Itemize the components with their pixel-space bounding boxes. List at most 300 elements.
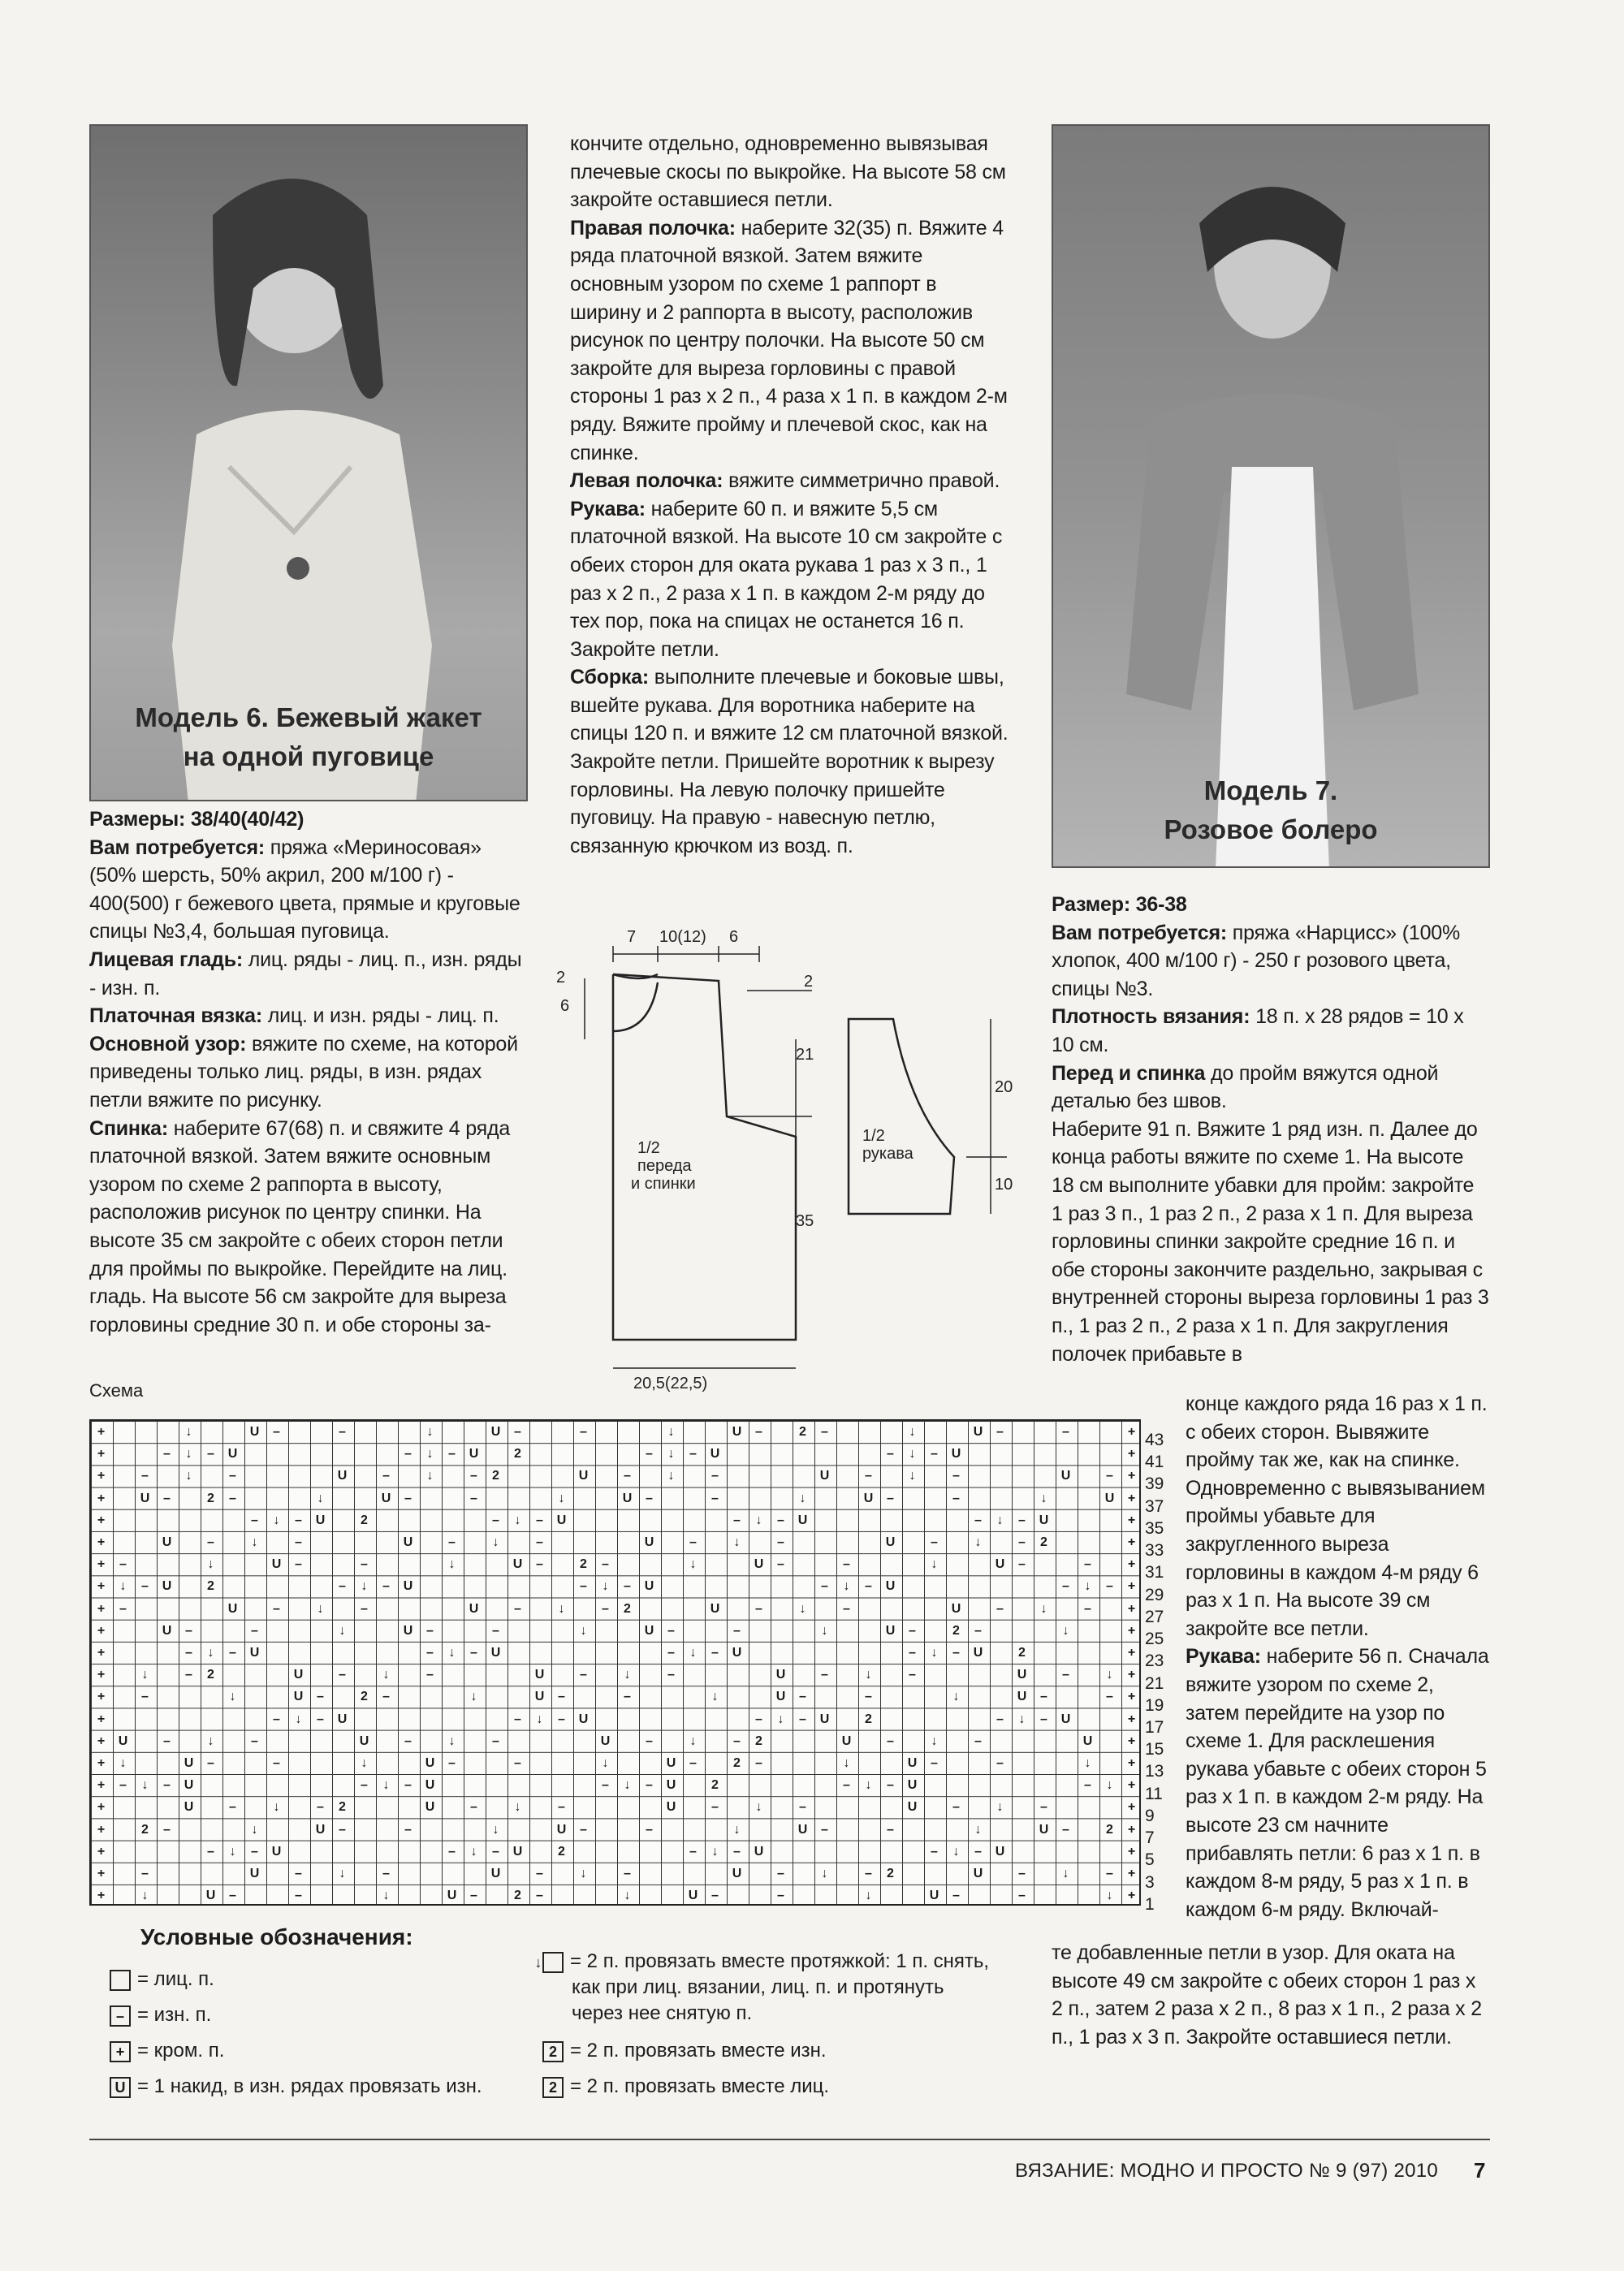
- stitch-cell: –: [514, 1756, 521, 1770]
- stitch-cell: ↓: [952, 1844, 960, 1859]
- stitch-cell: –: [1084, 1601, 1091, 1616]
- stitch-cell: ↓: [361, 1756, 368, 1770]
- front-back-para: Перед и спинка до пройм вяжутся одной деталью без швов.: [1052, 1061, 1439, 1113]
- purl-symbol: –: [110, 2005, 131, 2027]
- stitch-cell: ↓: [448, 1733, 456, 1748]
- stitch-cell: –: [514, 1712, 521, 1726]
- stitch-cell: +: [97, 1601, 106, 1616]
- stitch-cell: ↓: [207, 1646, 214, 1660]
- stitch-cell: –: [667, 1646, 675, 1660]
- stitch-cell: –: [821, 1579, 828, 1594]
- stitch-cell: –: [952, 1889, 960, 1903]
- stitch-cell: –: [404, 1733, 412, 1748]
- stitch-cell: U: [490, 1646, 501, 1660]
- stitch-cell: –: [821, 1822, 828, 1837]
- k2tog-symbol: 2: [542, 2077, 564, 2098]
- stitch-cell: –: [536, 1889, 543, 1903]
- stitch-cell: U: [469, 1447, 479, 1461]
- stitch-cell: –: [492, 1733, 499, 1748]
- stitch-cell: –: [251, 1623, 258, 1638]
- stitch-cell: –: [141, 1579, 149, 1594]
- stitch-cell: –: [163, 1733, 171, 1748]
- stitch-cell: U: [754, 1844, 764, 1859]
- stitch-cell: –: [470, 1646, 477, 1660]
- stitch-cell: ↓: [295, 1712, 302, 1726]
- stitch-cell: ↓: [931, 1646, 938, 1660]
- stitch-cell: –: [1018, 1867, 1026, 1880]
- row-number: 9: [1145, 1806, 1155, 1825]
- stitch-cell: U: [885, 1579, 896, 1594]
- stitch-cell: +: [1127, 1557, 1136, 1572]
- stitch-cell: –: [492, 1844, 499, 1859]
- stitch-cell: ↓: [273, 1513, 280, 1527]
- stitch-cell: ↓: [470, 1844, 477, 1859]
- stitch-cell: –: [470, 1889, 477, 1903]
- stitch-cell: ↓: [931, 1733, 938, 1748]
- stitch-cell: –: [602, 1557, 609, 1572]
- stitch-cell: U: [293, 1690, 304, 1704]
- stitch-cell: +: [97, 1690, 106, 1704]
- stitch-cell: –: [514, 1601, 521, 1616]
- stitch-cell: –: [404, 1778, 412, 1793]
- part-label-1: 1/2: [637, 1139, 660, 1157]
- stitch-cell: U: [337, 1712, 348, 1726]
- right-label-21: 21: [796, 1046, 814, 1064]
- row-number: 41: [1145, 1453, 1164, 1472]
- stitch-cell: +: [1127, 1469, 1136, 1483]
- main-pattern-para: Основной узор: вяжите по схеме, на которой приведены только лиц. ряды, в изн. рядах петли вяжите по рисунку.: [89, 1032, 518, 1112]
- stitch-cell: –: [514, 1425, 521, 1439]
- stitch-cell: –: [119, 1557, 127, 1572]
- stitch-cell: –: [931, 1756, 938, 1770]
- stitch-cell: U: [118, 1733, 128, 1748]
- stitch-cell: ↓: [931, 1557, 938, 1572]
- stitch-cell: U: [556, 1822, 567, 1837]
- stitch-cell: ↓: [952, 1690, 960, 1704]
- stitch-cell: ↓: [733, 1822, 741, 1837]
- stitch-cell: 2: [207, 1491, 214, 1505]
- stitch-cell: U: [775, 1690, 786, 1704]
- stitch-cell: 2: [339, 1800, 346, 1815]
- rounding-para: конце каждого ряда 16 раз х 1 п. с обеих сторон. Вывяжите пройму так же, как на спинке. Одновременно с вывязыванием проймы убавьте для закругленного выреза горловины в каждом 4-м ряду 6 раз х 1 п. На высоте 39 см закройте все петли.: [1186, 1392, 1488, 1640]
- stitch-cell: U: [732, 1425, 742, 1439]
- stitch-cell: –: [448, 1535, 456, 1549]
- stitch-cell: U: [995, 1557, 1005, 1572]
- stitch-cell: U: [140, 1491, 150, 1505]
- stitch-cell: ↓: [185, 1425, 192, 1439]
- stitch-cell: +: [1127, 1800, 1136, 1815]
- stitch-cell: –: [799, 1800, 806, 1815]
- stitch-cell: –: [1106, 1469, 1113, 1483]
- stitch-cell: U: [469, 1601, 479, 1616]
- row-number: 35: [1145, 1518, 1164, 1538]
- model7-right-text: [1052, 891, 1490, 1368]
- stitch-cell: –: [426, 1623, 434, 1638]
- stitch-cell: 2: [952, 1623, 960, 1638]
- continue-para: кончите отдельно, одновременно вывязывая плечевые скосы по выкройке. На высоте 58 см закройте оставшиеся петли.: [570, 132, 1006, 212]
- stitch-cell: U: [929, 1889, 939, 1903]
- stitch-cell: 2: [492, 1469, 499, 1483]
- stitch-cell: +: [97, 1447, 106, 1461]
- stitch-cell: –: [558, 1800, 565, 1815]
- stitch-cell: –: [207, 1447, 214, 1461]
- stitch-cell: U: [425, 1756, 435, 1770]
- stitch-cell: –: [580, 1425, 587, 1439]
- stitch-cell: ↓: [317, 1491, 324, 1505]
- stitch-cell: –: [141, 1690, 149, 1704]
- row-number: 15: [1145, 1740, 1164, 1759]
- model6-middle-text: [570, 130, 1011, 860]
- sleeves-para: Рукава: наберите 60 п. и вяжите 5,5 см платочной вязкой. На высоте 10 см закройте с обеих сторон для оката рукава 1 раз х 3 п., 1 раз х 2 п., 2 раза х 1 п. в каждом 2-м ряду до тех пор, пока на спицах не останется 16 п. Закройте петли.: [570, 497, 1003, 661]
- stitch-cell: –: [974, 1513, 982, 1527]
- stitch-cell: U: [447, 1889, 457, 1903]
- page-number: 7: [1474, 2158, 1486, 2182]
- stitch-cell: –: [361, 1557, 368, 1572]
- stitch-cell: –: [667, 1623, 675, 1638]
- legend-edge: + = кром. п.: [110, 2038, 224, 2064]
- stitch-cell: –: [887, 1822, 894, 1837]
- ssk-symbol: ↓: [542, 1952, 564, 1973]
- stitch-cell: –: [492, 1513, 499, 1527]
- stitch-cell: 2: [799, 1425, 806, 1439]
- stitch-cell: ↓: [448, 1557, 456, 1572]
- stitch-cell: +: [97, 1889, 106, 1903]
- stitch-cell: –: [229, 1646, 236, 1660]
- stitch-cell: 2: [207, 1668, 214, 1682]
- stitch-cell: ↓: [207, 1557, 214, 1572]
- stitch-cell: ↓: [251, 1822, 258, 1837]
- stitch-cell: –: [952, 1646, 960, 1660]
- stitch-cell: ↓: [667, 1447, 675, 1461]
- stitch-cell: ↓: [1106, 1778, 1113, 1793]
- stitch-cell: U: [644, 1623, 654, 1638]
- stitch-cell: U: [644, 1579, 654, 1594]
- stitch-cell: –: [207, 1535, 214, 1549]
- stitch-cell: –: [865, 1579, 872, 1594]
- stitch-cell: ↓: [799, 1601, 806, 1616]
- stitch-cell: +: [97, 1535, 106, 1549]
- stitch-cell: –: [711, 1646, 719, 1660]
- stitch-cell: –: [689, 1756, 697, 1770]
- stitch-cell: 2: [558, 1844, 565, 1859]
- stitch-cell: –: [119, 1601, 127, 1616]
- assembly-para: Сборка: выполните плечевые и боковые швы, вшейте рукава. Для воротника наберите на спицы 120 п. и вяжите 12 см платочной вязкой. Закройте петли. Пришейте воротник к вырезу горловины. На левую полочку пришейте пуговицу. На правую - навесную петлю, связанную крючком из возд. п.: [570, 666, 1009, 857]
- stitch-cell: +: [97, 1579, 106, 1594]
- stitch-cell: +: [97, 1469, 106, 1483]
- stitch-cell: –: [229, 1469, 236, 1483]
- stitch-cell: U: [819, 1469, 830, 1483]
- stitch-cell: U: [490, 1425, 501, 1439]
- model6-caption: [89, 698, 528, 776]
- stitch-cell: –: [733, 1733, 741, 1748]
- stitch-cell: 2: [624, 1601, 631, 1616]
- part-label-3: и спинки: [631, 1175, 696, 1193]
- stitch-cell: ↓: [821, 1867, 828, 1880]
- stitch-cell: +: [1127, 1579, 1136, 1594]
- stitch-cell: U: [205, 1889, 216, 1903]
- stitch-cell: –: [251, 1513, 258, 1527]
- stitch-cell: U: [797, 1513, 808, 1527]
- stitch-cell: U: [578, 1469, 589, 1483]
- stitch-cell: U: [249, 1425, 260, 1439]
- stitch-cell: –: [974, 1733, 982, 1748]
- legend-ssk: ↓ = 2 п. провязать вместе протяжкой: 1 п. снять, как при лиц. вязании, лиц. п. и протянуть через нее снятую п.: [534, 1950, 990, 2024]
- stitch-cell: U: [775, 1668, 786, 1682]
- stitch-cell: –: [251, 1733, 258, 1748]
- stitch-cell: ↓: [382, 1668, 390, 1682]
- stitch-cell: –: [273, 1425, 280, 1439]
- row-number: 19: [1145, 1695, 1164, 1715]
- row-number: 23: [1145, 1651, 1164, 1671]
- stitch-cell: ↓: [470, 1690, 477, 1704]
- edge-stitch-symbol: +: [110, 2041, 131, 2062]
- stitch-cell: 2: [711, 1778, 719, 1793]
- stitch-cell: U: [162, 1535, 172, 1549]
- stitch-cell: ↓: [624, 1668, 631, 1682]
- stitch-cell: +: [1127, 1623, 1136, 1638]
- model7-photo: [1052, 124, 1490, 868]
- stitch-cell: –: [229, 1491, 236, 1505]
- stitch-cell: –: [382, 1469, 390, 1483]
- stitch-cell: –: [1040, 1800, 1047, 1815]
- stitch-cell: –: [361, 1778, 368, 1793]
- stitch-cell: ↓: [996, 1800, 1004, 1815]
- stitch-cell: –: [1106, 1690, 1113, 1704]
- materials-para: Вам потребуется: пряжа «Мериносовая» (50% шерсть, 50% акрил, 200 м/100 г) - 400(500) г бежевого цвета, прямые и круговые спицы №3,4, большая пуговица.: [89, 835, 520, 943]
- model6-left-text: [89, 805, 528, 1339]
- stitch-cell: U: [973, 1646, 983, 1660]
- materials7-para: Вам потребуется: пряжа «Нарцисс» (100% хлопок, 400 м/100 г) - 250 г розового цвета, спицы №3.: [1052, 921, 1461, 1000]
- stitch-cell: U: [490, 1867, 501, 1880]
- part-label-2: переда: [637, 1157, 692, 1175]
- stitch-cell: –: [974, 1844, 982, 1859]
- stitch-cell: +: [1127, 1712, 1136, 1726]
- stitch-cell: +: [1127, 1668, 1136, 1682]
- stitch-cell: –: [382, 1579, 390, 1594]
- stitch-cell: U: [732, 1867, 742, 1880]
- row-number: 39: [1145, 1474, 1164, 1494]
- stitch-cell: +: [1127, 1425, 1136, 1439]
- stitch-cell: ↓: [974, 1535, 982, 1549]
- stitch-cell: –: [141, 1469, 149, 1483]
- width-label-7: 7: [627, 928, 637, 946]
- stitch-cell: +: [97, 1425, 106, 1439]
- model6-caption-line2: на одной пуговице: [183, 741, 434, 771]
- yarn-over-symbol: U: [110, 2077, 131, 2098]
- stitch-cell: –: [185, 1668, 192, 1682]
- stitch-cell: U: [337, 1469, 348, 1483]
- stitch-cell: U: [907, 1778, 918, 1793]
- stitch-cell: U: [1039, 1513, 1049, 1527]
- legend-title: Условные обозначения:: [140, 1924, 413, 1949]
- stitch-cell: –: [821, 1668, 828, 1682]
- stitch-cell: U: [1104, 1491, 1115, 1505]
- stitch-cell: U: [403, 1535, 413, 1549]
- stitch-cell: –: [909, 1623, 916, 1638]
- stitch-cell: –: [470, 1800, 477, 1815]
- stitch-cell: ↓: [426, 1425, 434, 1439]
- stitch-cell: U: [293, 1668, 304, 1682]
- row-number: 7: [1145, 1828, 1155, 1848]
- stitch-cell: –: [339, 1668, 346, 1682]
- stitch-cell: 2: [733, 1756, 741, 1770]
- stitch-cell: U: [1082, 1733, 1093, 1748]
- stitch-cell: ↓: [799, 1491, 806, 1505]
- stitch-cell: U: [359, 1733, 369, 1748]
- body-schematic: [552, 909, 828, 1397]
- stitch-cell: –: [931, 1535, 938, 1549]
- stitch-cell: ↓: [1040, 1491, 1047, 1505]
- stitch-cell: ↓: [909, 1469, 916, 1483]
- stitch-cell: U: [534, 1690, 545, 1704]
- stitch-cell: ↓: [667, 1425, 675, 1439]
- stitch-cell: 2: [1040, 1535, 1047, 1549]
- stitch-cell: –: [1018, 1557, 1026, 1572]
- stitch-cell: ↓: [558, 1601, 565, 1616]
- stitch-cell: +: [97, 1756, 106, 1770]
- stitch-cell: –: [580, 1822, 587, 1837]
- stitch-cell: –: [909, 1646, 916, 1660]
- stitch-cell: U: [315, 1513, 326, 1527]
- row-number: 3: [1145, 1872, 1155, 1892]
- stitch-cell: +: [1127, 1844, 1136, 1859]
- stitch-cell: –: [711, 1469, 719, 1483]
- stitch-cell: U: [1017, 1668, 1027, 1682]
- stitch-cell: –: [843, 1557, 850, 1572]
- model6-caption-line1: Модель 6. Бежевый жакет: [135, 702, 482, 732]
- stitch-cell: ↓: [382, 1778, 390, 1793]
- stitch-cell: ↓: [1040, 1601, 1047, 1616]
- stitch-cell: –: [689, 1535, 697, 1549]
- stitch-cell: U: [995, 1844, 1005, 1859]
- stitch-cell: 2: [141, 1822, 149, 1837]
- stitch-cell: ↓: [426, 1447, 434, 1461]
- stitch-cell: ↓: [1106, 1889, 1113, 1903]
- stitch-cell: –: [163, 1778, 171, 1793]
- legend-p2tog: 2 = 2 п. провязать вместе изн.: [542, 2038, 827, 2064]
- stitch-cell: +: [1127, 1447, 1136, 1461]
- stitch-cell: U: [732, 1646, 742, 1660]
- model7-caption-line2: Розовое болеро: [1164, 814, 1378, 844]
- stitch-cell: ↓: [185, 1447, 192, 1461]
- stitch-cell: –: [141, 1867, 149, 1880]
- stitch-cell: +: [1127, 1513, 1136, 1527]
- stitch-cell: ↓: [185, 1469, 192, 1483]
- stitch-cell: –: [1106, 1867, 1113, 1880]
- row-number: 31: [1145, 1563, 1164, 1582]
- stitch-cell: –: [887, 1491, 894, 1505]
- sleeve7-para: Рукава: наберите 56 п. Сначала вяжите узором по схеме 2, затем перейдите на узор по схеме 1. Для расклешения рукава убавьте с обеих сторон 5 раз х 1 п. в каждом 2-м ряду. На высоте 23 см начните прибавлять петли: 6 раз х 1 п. в каждом 8-м ряду, 5 раз х 1 п. в каждом 6-м ряду. Включай-: [1186, 1645, 1489, 1921]
- stitch-cell: U: [907, 1800, 918, 1815]
- stitch-cell: –: [317, 1712, 324, 1726]
- stitch-cell: –: [755, 1712, 762, 1726]
- stitch-cell: –: [119, 1778, 127, 1793]
- stitch-cell: –: [382, 1690, 390, 1704]
- stitch-cell: –: [689, 1844, 697, 1859]
- stitch-cell: –: [448, 1844, 456, 1859]
- stitch-cell: ↓: [602, 1756, 609, 1770]
- stitch-cell: –: [1040, 1712, 1047, 1726]
- stitch-cell: U: [797, 1822, 808, 1837]
- stitch-cell: U: [403, 1579, 413, 1594]
- stitch-cell: 2: [580, 1557, 587, 1572]
- stitch-cell: ↓: [1084, 1756, 1091, 1770]
- stitch-cell: ↓: [689, 1733, 697, 1748]
- stitch-cell: U: [249, 1646, 260, 1660]
- stitch-cell: –: [536, 1867, 543, 1880]
- stitch-cell: ↓: [580, 1867, 587, 1880]
- stitch-cell: U: [885, 1623, 896, 1638]
- stitch-cell: ↓: [339, 1623, 346, 1638]
- stitch-cell: +: [97, 1822, 106, 1837]
- stitch-cell: ↓: [448, 1646, 456, 1660]
- stitch-cell: –: [404, 1822, 412, 1837]
- stitch-cell: 2: [361, 1513, 368, 1527]
- stitch-cell: –: [229, 1889, 236, 1903]
- stitch-cell: ↓: [711, 1690, 719, 1704]
- stitch-cell: ↓: [273, 1800, 280, 1815]
- stitch-cell: +: [97, 1712, 106, 1726]
- stitch-cell: ↓: [909, 1425, 916, 1439]
- stitch-cell: –: [185, 1623, 192, 1638]
- stitch-cell: –: [887, 1447, 894, 1461]
- stitch-cell: ↓: [909, 1447, 916, 1461]
- stitch-cell: –: [996, 1712, 1004, 1726]
- right-front-para: Правая полочка: наберите 32(35) п. Вяжите 4 ряда платочной вязкой. Затем вяжите основным узором по схеме 1 раппорт в ширину и 2 раппорта в высоту, расположив рисунок по центру полочки. На высоте 50 см закройте для выреза горловины с правой стороны 1 раз х 2 п., 4 раза х 1 п. в каждом 2-м ряду. Вяжите пройму и плечевой скос, как на спинке.: [570, 216, 1008, 464]
- stitch-cell: –: [887, 1733, 894, 1748]
- stitch-cell: –: [273, 1756, 280, 1770]
- sleeve-part-2: рукава: [862, 1145, 914, 1163]
- stitch-cell: –: [777, 1513, 784, 1527]
- row-number: 21: [1145, 1673, 1164, 1693]
- stitch-cell: –: [207, 1844, 214, 1859]
- stitch-cell: –: [602, 1601, 609, 1616]
- stitch-cell: 2: [514, 1889, 521, 1903]
- stitch-cell: +: [1127, 1690, 1136, 1704]
- stitch-cell: ↓: [207, 1733, 214, 1748]
- stitch-cell: 2: [1106, 1822, 1113, 1837]
- stitch-cell: –: [470, 1491, 477, 1505]
- stitch-cell: U: [710, 1447, 720, 1461]
- row-number: 43: [1145, 1431, 1164, 1449]
- stitch-cell: U: [710, 1601, 720, 1616]
- sleeve-label-20: 20: [995, 1078, 1013, 1096]
- stitch-cell: ↓: [711, 1844, 719, 1859]
- stitch-cell: –: [931, 1447, 938, 1461]
- stitch-cell: –: [624, 1469, 631, 1483]
- model7-caption-line1: Модель 7.: [1203, 775, 1338, 805]
- sleeve-label-10: 10: [995, 1176, 1013, 1194]
- stitch-cell: –: [361, 1601, 368, 1616]
- stitch-cell: ↓: [558, 1491, 565, 1505]
- stitch-cell: ↓: [492, 1535, 499, 1549]
- stitch-cell: U: [1017, 1690, 1027, 1704]
- stitch-cell: –: [185, 1646, 192, 1660]
- stitch-cell: U: [754, 1557, 764, 1572]
- stitch-cell: ↓: [119, 1579, 127, 1594]
- stitch-cell: U: [951, 1447, 961, 1461]
- right-label-35: 35: [796, 1212, 814, 1230]
- stitch-cell: –: [646, 1778, 653, 1793]
- stitch-cell: –: [667, 1668, 675, 1682]
- stitch-cell: ↓: [777, 1712, 784, 1726]
- width-label-10: 10(12): [659, 928, 706, 946]
- chart-row-numbers: [1145, 1421, 1186, 1914]
- stitch-cell: –: [689, 1447, 697, 1461]
- stitch-cell: ↓: [339, 1867, 346, 1880]
- row-number: 33: [1145, 1541, 1164, 1561]
- stitch-cell: U: [644, 1535, 654, 1549]
